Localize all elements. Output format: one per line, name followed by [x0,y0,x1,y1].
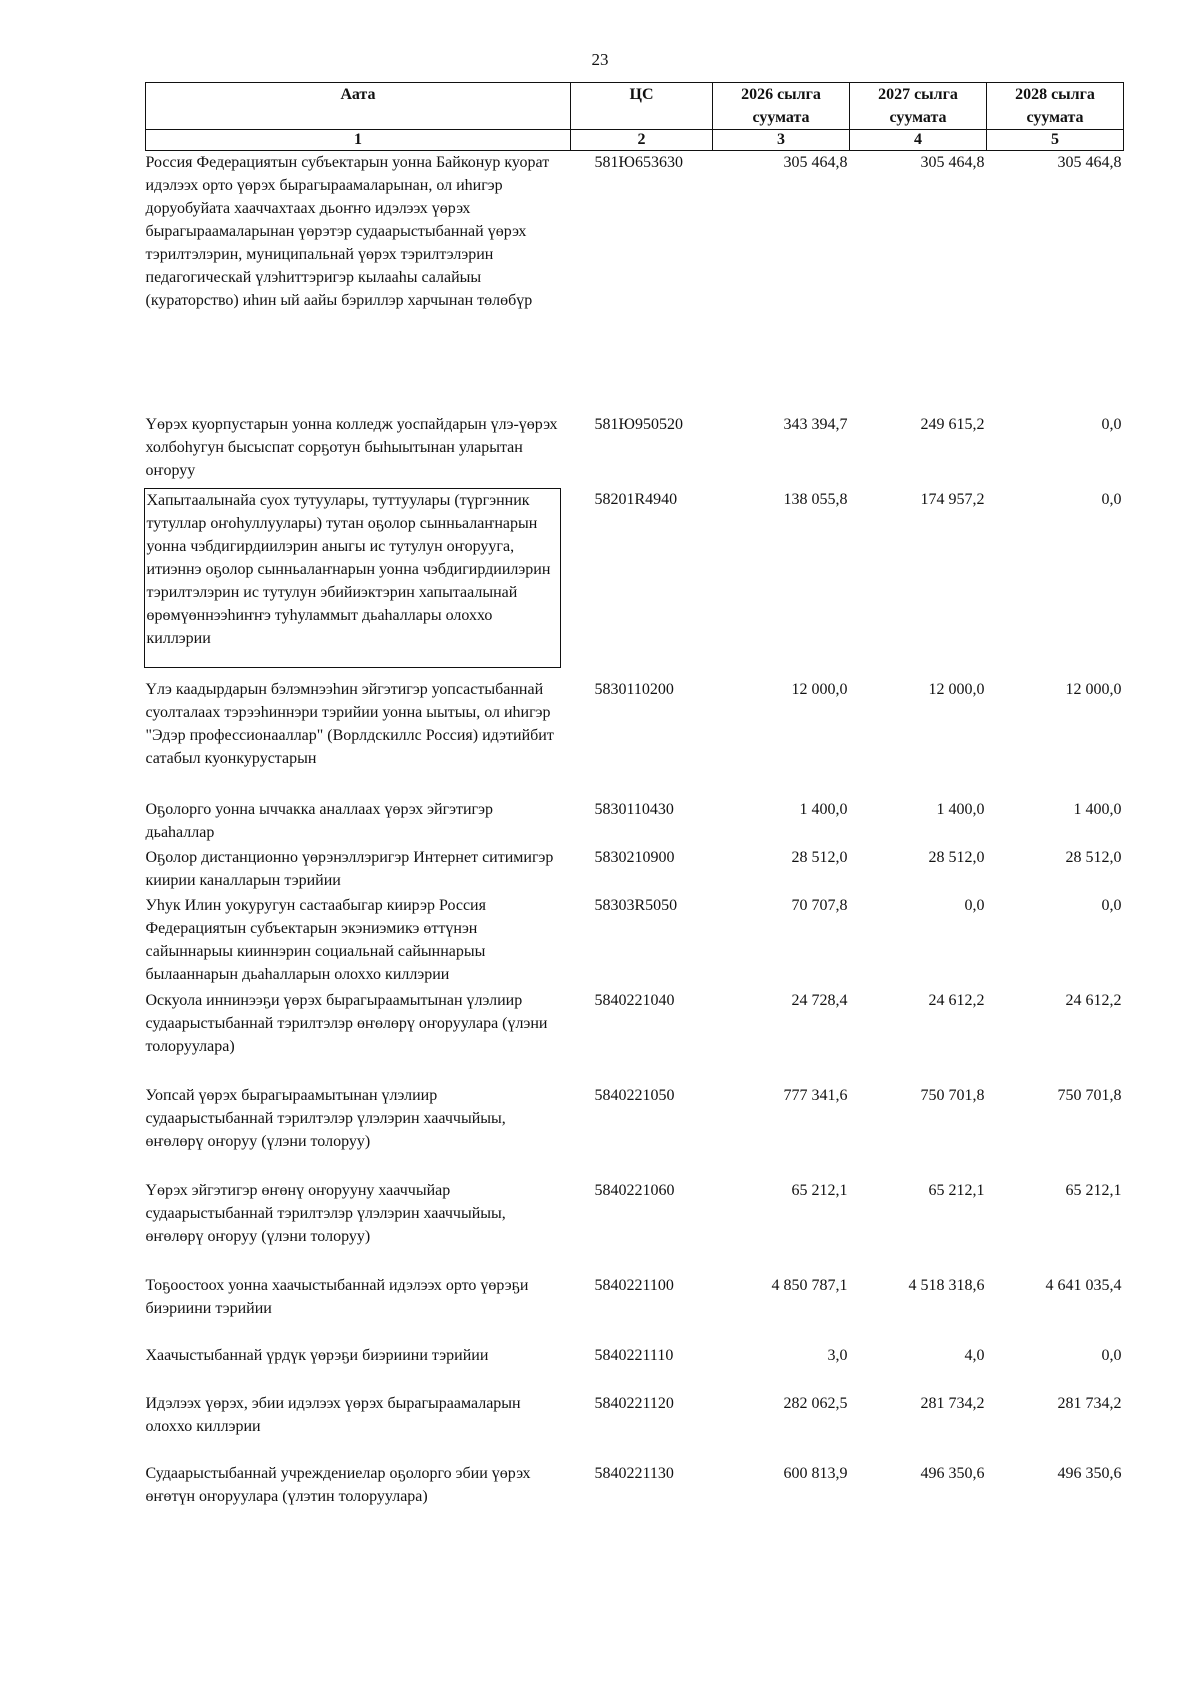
table-row [146,488,1124,678]
row-code: 5830110200 [594,680,674,698]
row-value-2027: 249 615,2 [920,415,985,433]
row-value-2027: 28 512,0 [928,848,985,866]
row-value-2026: 28 512,0 [791,848,848,866]
row-value-2027: 496 350,6 [920,1464,985,1482]
table-body [146,151,1124,1512]
row-name: Уопсай үөрэх бырагыраамытынан үлэлиир судаарыстыбаннай тэрилтэлэр үлэлэрин хааччыйыы, өҥөлөрү оҥоруу (үлэни толоруу) [145,1086,506,1150]
row-value-2027: 281 734,2 [920,1394,985,1412]
row-name: Үөрэх эйгэтигэр өҥөнү оҥорууну хааччыйар судаарыстыбаннай тэрилтэлэр үлэлэрин хааччыйыы, өҥөлөрү оҥоруу (үлэни толоруу) [145,1181,506,1245]
row-name: Оҕолорго уонна ыччакка аналлаах үөрэх эйгэтигэр дьаһаллар [145,800,493,841]
row-code: 58303R5050 [594,896,678,914]
row-value-2028: 281 734,2 [1057,1394,1122,1412]
row-value-2027: 4 518 318,6 [908,1276,985,1294]
row-value-2026: 305 464,8 [783,154,848,171]
row-value-2026: 12 000,0 [791,680,848,698]
row-value-2026: 4 850 787,1 [771,1276,848,1294]
row-value-2028: 12 000,0 [1065,680,1122,698]
header-2028: 2028 сылга суумата [987,83,1124,130]
table-row [146,1084,1124,1179]
row-code: 5840221120 [594,1394,674,1412]
row-code: 58201R4940 [594,490,678,508]
row-code: 5840221100 [594,1276,674,1294]
row-value-2026: 24 728,4 [791,991,848,1009]
row-value-2026: 777 341,6 [783,1086,848,1104]
header-num-2: 2 [571,130,713,151]
row-name: Үлэ каадырдарын бэлэмнээһин эйгэтигэр уопсастыбаннай суолталаах тэрээһиннэри тэрийии уонна ыытыы, ол иһигэр "Эдэр профессионааллар" (Ворлдскиллс Россия) идэтийбит сатабыл куонкурустарын [145,680,554,767]
table-row [146,1274,1124,1344]
row-value-2026: 70 707,8 [791,896,848,914]
table-row [146,798,1124,846]
row-name: Оҕолор дистанционно үөрэнэллэригэр Интернет ситимигэр киирии каналларын тэрийии [145,848,554,889]
table-row [146,1462,1124,1512]
row-code: 5840221130 [594,1464,674,1482]
row-name: Идэлээх үөрэх, эбии идэлээх үөрэх бырагыраамаларын олоххо киллэрии [145,1394,521,1435]
table-header [146,83,1124,151]
row-value-2027: 65 212,1 [928,1181,985,1199]
table-row [146,989,1124,1084]
row-value-2028: 750 701,8 [1057,1086,1122,1104]
row-value-2026: 1 400,0 [799,800,848,818]
row-name: Хапытаалынайа суох тутуулары, туттуулары (түргэнник тутуллар оҥоһуллуулары) тутан оҕолор сынньалаҥнарын уонна чэбдигирдиилэрин аныгы ис тутулун оҥорууга, итиэннэ оҕолор сынньалаҥнарын уонна чэбдигирдиилэрин тэрилтэлэрин ис тутулун эбийиэктэрин хапытаалынай өрөмүөннээһиҥҥэ туһуламмыт дьаһаллары олоххо киллэрии [144,488,561,668]
header-name: Аата [146,83,571,130]
table-row [146,1344,1124,1392]
row-value-2028: 305 464,8 [1057,154,1122,171]
row-value-2026: 3,0 [827,1346,848,1364]
row-value-2028: 1 400,0 [1073,800,1122,818]
row-value-2026: 600 813,9 [783,1464,848,1482]
row-value-2027: 0,0 [964,896,985,914]
row-value-2028: 0,0 [1101,415,1122,433]
row-value-2028: 28 512,0 [1065,848,1122,866]
row-value-2027: 4,0 [964,1346,985,1364]
table-row [146,846,1124,894]
header-num-4: 4 [850,130,987,151]
row-name: Оскуола иннинээҕи үөрэх бырагыраамытынан үлэлиир судаарыстыбаннай тэрилтэлэр өҥөлөрү оҥоруулара (үлэни толоруулара) [145,991,548,1055]
row-value-2028: 4 641 035,4 [1045,1276,1122,1294]
row-code: 5830210900 [594,848,675,866]
table-row [146,894,1124,989]
table-row [146,678,1124,798]
row-name: Хаачыстыбаннай үрдүк үөрэҕи биэриини тэрийии [145,1346,489,1364]
row-value-2027: 1 400,0 [936,800,985,818]
row-value-2027: 24 612,2 [928,991,985,1009]
row-value-2028: 65 212,1 [1065,1181,1122,1199]
row-name: Уһук Илин уокуругун састаабыгар киирэр Россия Федерациятын субъектарын экэниэмикэ өттүнэн сайыннарыы кииннэрин социальнай сайыннарыы былааннарын дьаһалларын олоххо киллэрии [145,896,486,983]
row-name: Үөрэх куорпустарын уонна колледж уоспайдарын үлэ-үөрэх холбоһугун бысыспат сорҕотун быһыытынан уларытан оҥоруу [145,415,558,479]
row-value-2028: 496 350,6 [1057,1464,1122,1482]
row-value-2026: 65 212,1 [791,1181,848,1199]
row-code: 5840221040 [594,991,675,1009]
row-value-2027: 12 000,0 [928,680,985,698]
row-value-2028: 24 612,2 [1065,991,1122,1009]
header-2027: 2027 сылга суумата [850,83,987,130]
row-value-2028: 0,0 [1101,490,1122,508]
header-num-5: 5 [987,130,1124,151]
row-code: 5830110430 [594,800,674,818]
table-row [146,1392,1124,1462]
row-value-2026: 282 062,5 [783,1394,848,1412]
row-value-2028: 0,0 [1101,896,1122,914]
row-name: Россия Федерациятын субъектарын уонна Байконур куорат идэлээх орто үөрэх бырагыраамаларынан, ол иһигэр доруобуйата хааччахтаах дьоҥҥо идэлээх үөрэх бырагыраамаларынан үөрэтэр судаарыстыбаннай үөрэх тэрилтэлэрин, муниципальнай үөрэх тэрилтэлэрин педагогическай үлэһиттэригэр кылааһы салайыы (кураторство) иһин ый аайы бэриллэр харчынан төлөбүр [145,154,550,309]
row-code: 5840221050 [594,1086,675,1104]
row-value-2027: 750 701,8 [920,1086,985,1104]
row-value-2028: 0,0 [1101,1346,1122,1364]
row-value-2026: 138 055,8 [783,490,848,508]
row-value-2027: 305 464,8 [920,154,985,171]
row-code: 5840221110 [594,1346,674,1364]
header-num-1: 1 [146,130,571,151]
row-name: Судаарыстыбаннай учреждениелар оҕолорго эбии үөрэх өҥөтүн оҥоруулара (үлэтин толоруулара) [145,1464,531,1505]
table-row [146,413,1124,488]
row-code: 581Ю950520 [594,415,683,433]
row-value-2026: 343 394,7 [783,415,848,433]
table-row [146,151,1124,413]
row-name: Тоҕоостоох уонна хаачыстыбаннай идэлээх орто үөрэҕи биэриини тэрийии [145,1276,529,1317]
row-code: 581Ю653630 [594,154,683,171]
header-code: ЦС [571,83,713,130]
header-2026: 2026 сылга суумата [713,83,850,130]
row-code: 5840221060 [594,1181,675,1199]
page-number: 23 [591,50,609,69]
header-num-3: 3 [713,130,850,151]
budget-table [145,82,1124,1512]
table-row [146,1179,1124,1274]
row-value-2027: 174 957,2 [920,490,985,508]
